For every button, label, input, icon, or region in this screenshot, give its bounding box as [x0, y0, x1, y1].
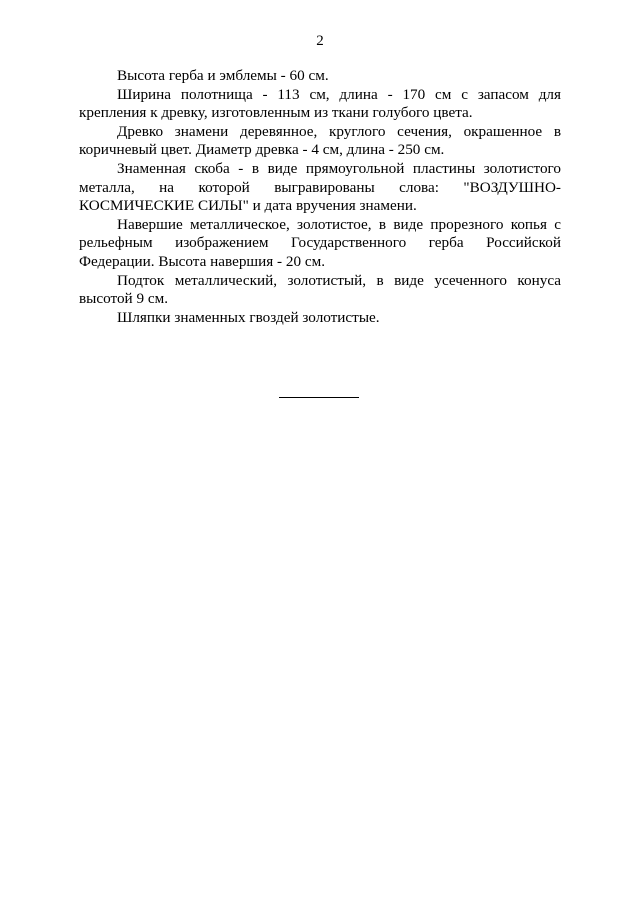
paragraph-butt-cap: Подток металлический, золотистый, в виде усеченного конуса высотой 9 см. — [79, 271, 561, 308]
end-divider-line — [279, 397, 359, 398]
paragraph-emblem-height: Высота герба и эмблемы - 60 см. — [117, 67, 329, 84]
paragraph-bracket: Знаменная скоба - в виде прямоугольной пластины золотистого металла, на которой выгравированы слова: "ВОЗДУШНО-КОСМИЧЕСКИЕ СИЛЫ" и дата вручения знамени. — [79, 159, 561, 215]
paragraph-cloth-size: Ширина полотнища - 113 см, длина - 170 см с запасом для крепления к древку, изготовленным из ткани голубого цвета. — [79, 85, 561, 122]
paragraph-nails: Шляпки знаменных гвоздей золотистые. — [117, 308, 380, 326]
page-number: 2 — [316, 33, 324, 49]
paragraph-staff: Древко знамени деревянное, круглого сечения, окрашенное в коричневый цвет. Диаметр древка - 4 см, длина - 250 см. — [79, 122, 561, 159]
paragraph-finial: Навершие металлическое, золотистое, в виде прорезного копья с рельефным изображением Государственного герба Российской Федерации. Высота навершия - 20 см. — [79, 215, 561, 270]
document-body — [79, 67, 561, 327]
